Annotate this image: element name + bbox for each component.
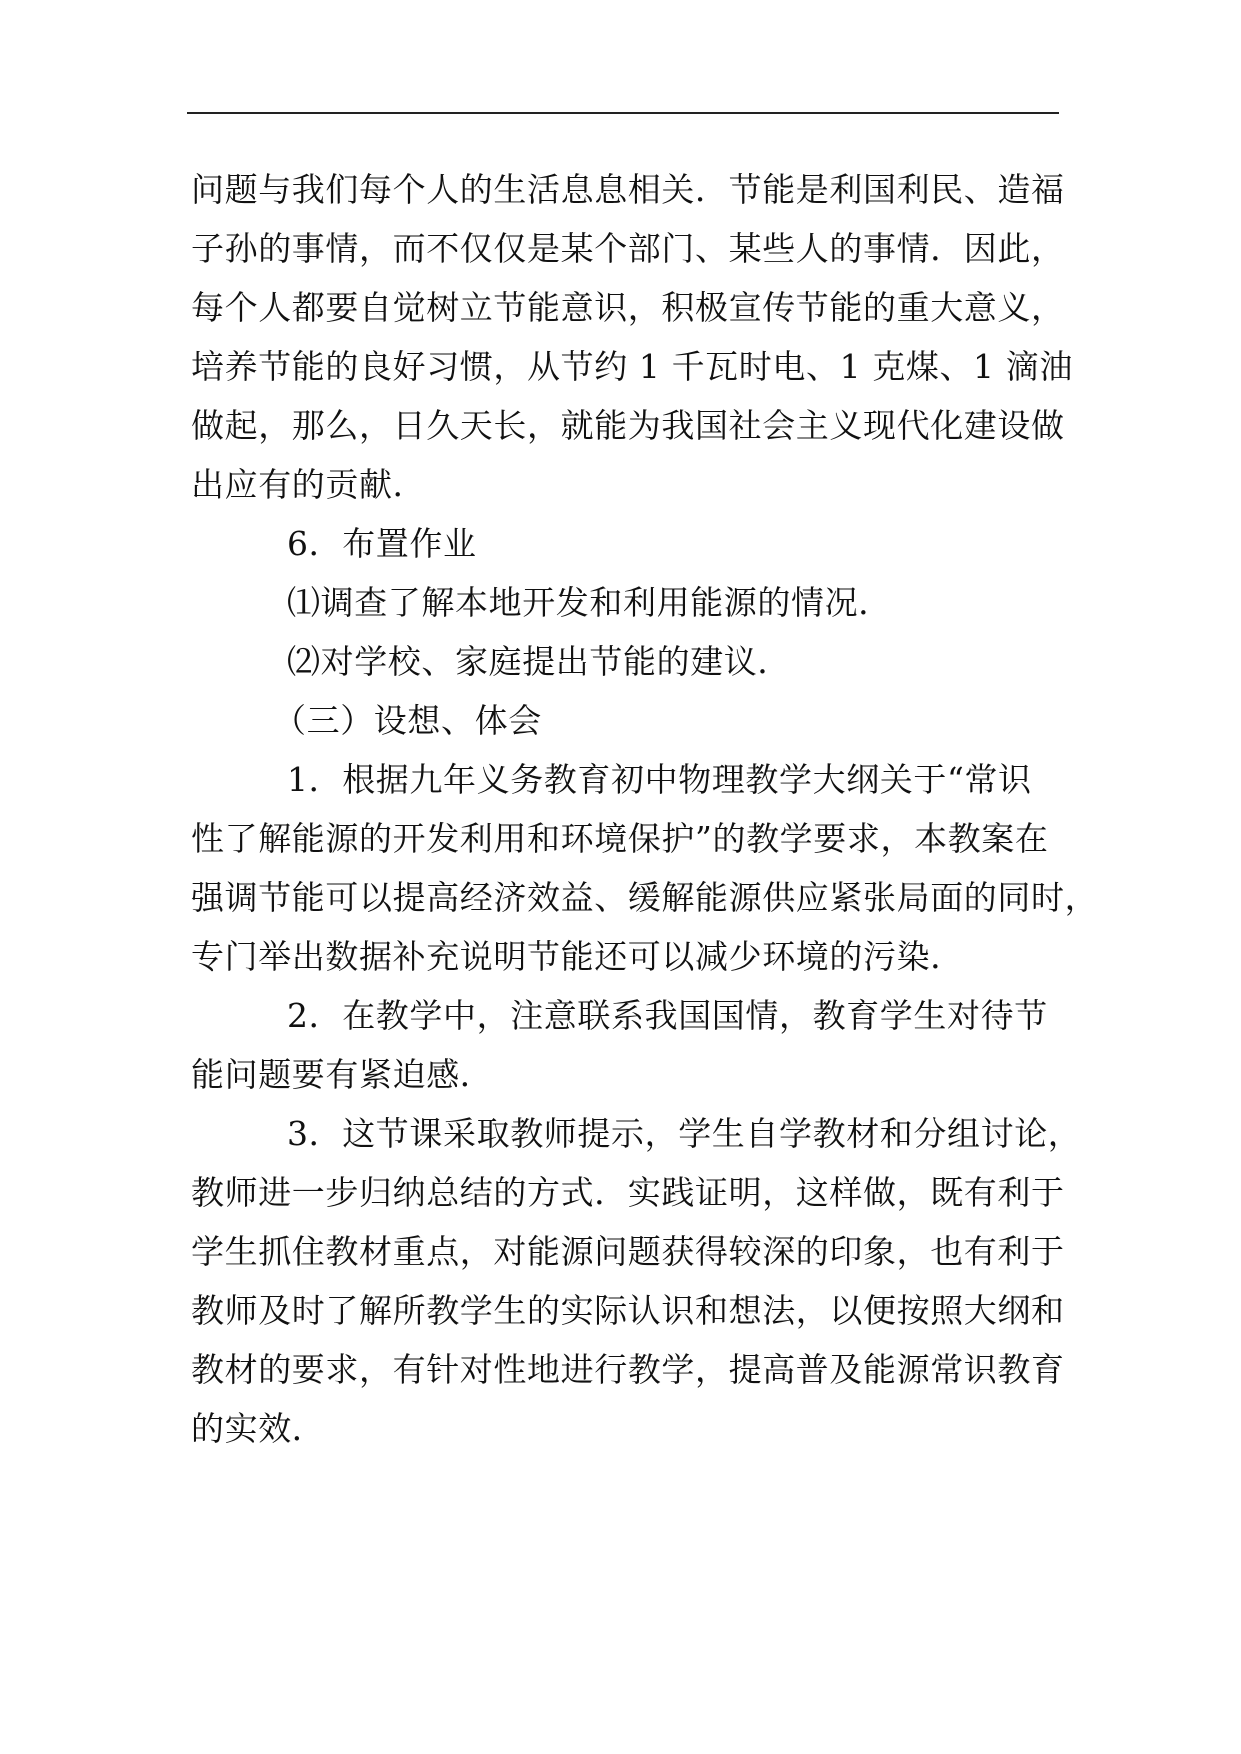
text-line: 3．这节课采取教师提示，学生自学教材和分组讨论， [287,1114,1082,1153]
homework-task-1: ⑴调查了解本地开发和利用能源的情况． [287,583,892,622]
text-line: 每个人都要自觉树立节能意识，积极宣传节能的重大意义， [191,288,1065,327]
text-line: 强调节能可以提高经济效益、缓解能源供应紧张局面的同时， [191,878,1099,917]
header-rule [187,112,1059,114]
text-line: 出应有的贡献． [191,465,427,504]
document-body [191,160,1099,1458]
text-line: 专门举出数据补充说明节能还可以减少环境的污染． [191,937,964,976]
section-heading: （三）设想、体会 [273,701,542,740]
reflection-point-1 [191,750,1099,986]
text-line: 做起，那么，日久天长，就能为我国社会主义现代化建设做 [191,406,1065,445]
homework-task-2: ⑵对学校、家庭提出节能的建议． [287,642,791,681]
homework-heading: 6．布置作业 [287,524,477,563]
text-line: 教材的要求，有针对性地进行教学，提高普及能源常识教育 [191,1350,1065,1389]
text-line: 能问题要有紧迫感． [191,1055,494,1094]
text-line: 问题与我们每个人的生活息息相关．节能是利国利民、造福 [191,170,1065,209]
text-line: 子孙的事情，而不仅仅是某个部门、某些人的事情．因此， [191,229,1065,268]
text-line: 教师进一步归纳总结的方式．实践证明，这样做，既有利于 [191,1173,1065,1212]
text-line: 2．在教学中，注意联系我国国情，教育学生对待节 [287,996,1048,1035]
text-line: 1．根据九年义务教育初中物理教学大纲关于“常识 [287,760,1032,799]
text-line: 学生抓住教材重点，对能源问题获得较深的印象，也有利于 [191,1232,1065,1271]
text-line: 培养节能的良好习惯，从节约 1 千瓦时电、1 克煤、1 滴油 [191,347,1073,386]
text-line: 性了解能源的开发利用和环境保护”的教学要求，本教案在 [191,819,1049,858]
reflection-point-2 [191,986,1061,1104]
text-line: 的实效． [191,1409,326,1448]
text-line: 教师及时了解所教学生的实际认识和想法，以便按照大纲和 [191,1291,1065,1330]
reflection-point-3 [191,1104,1082,1458]
paragraph-energy-saving [191,160,1073,514]
